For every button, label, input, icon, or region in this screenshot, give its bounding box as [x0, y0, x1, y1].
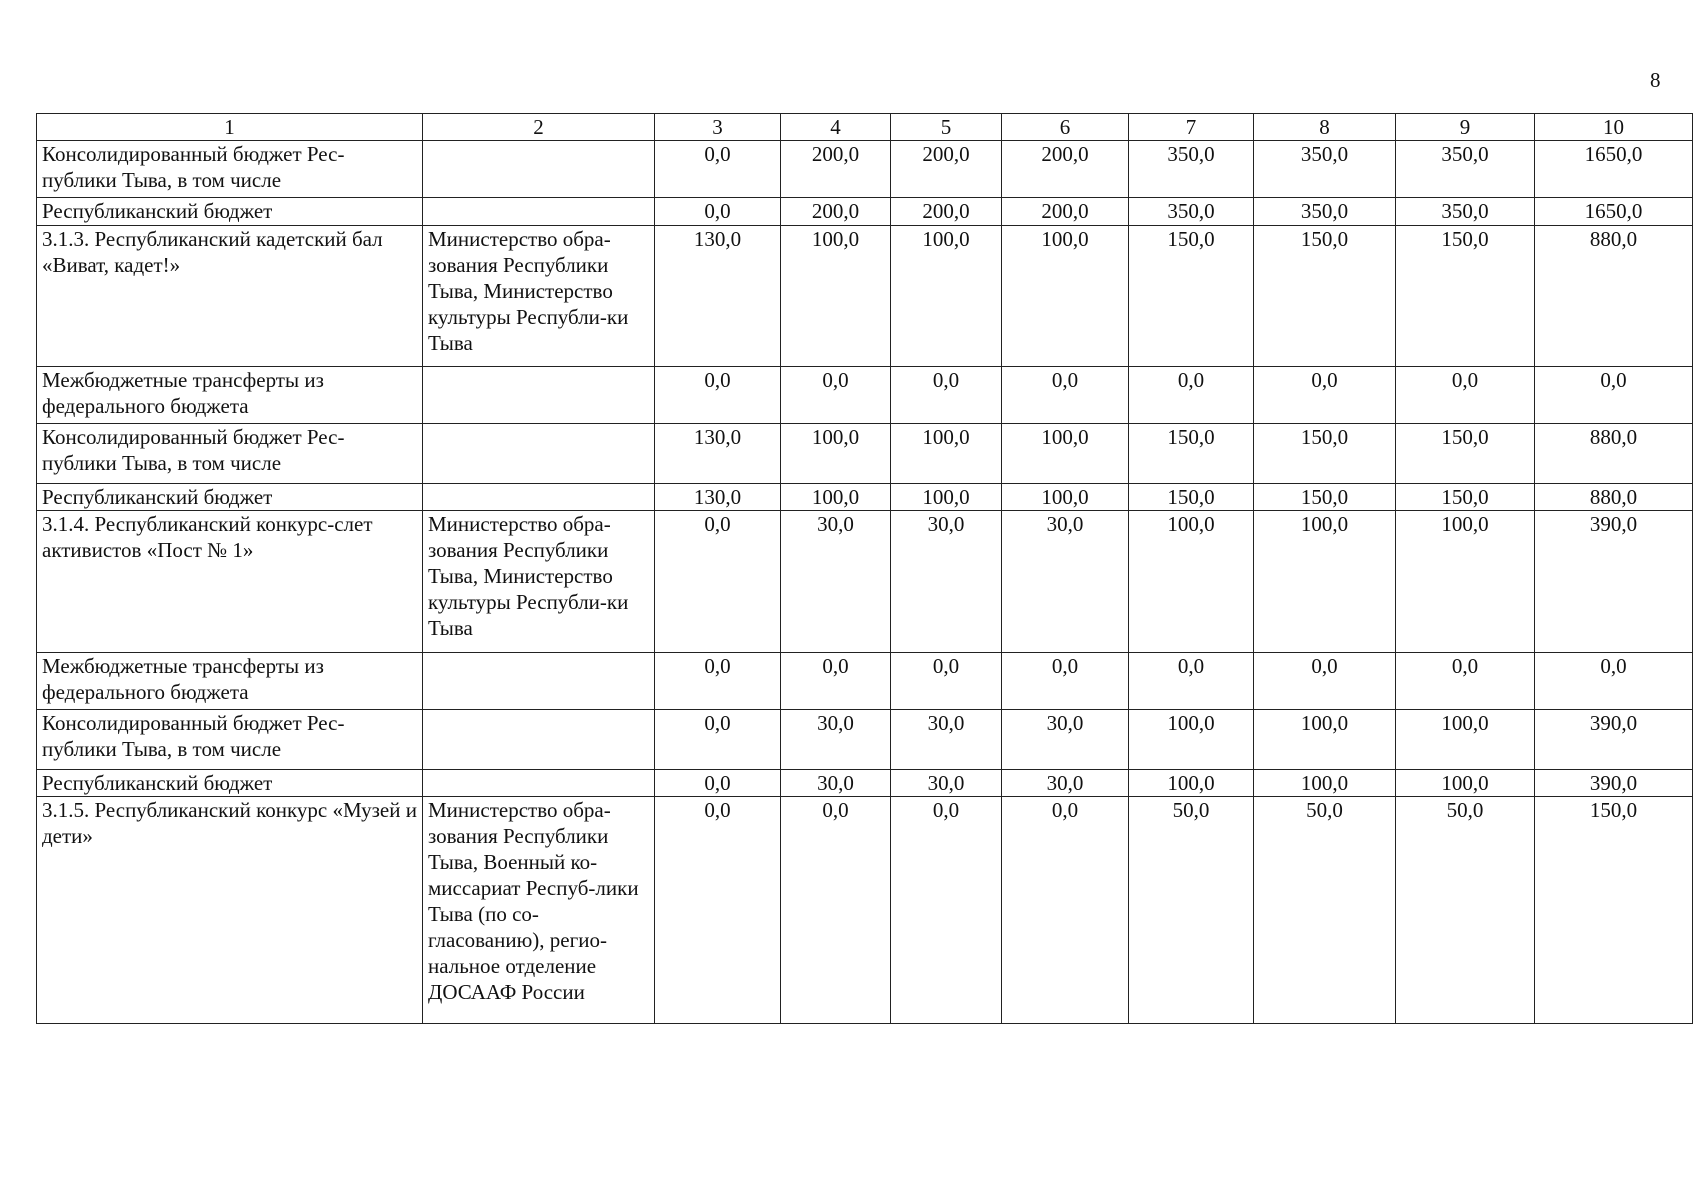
value-cell: 1650,0 [1535, 141, 1693, 198]
value-cell: 100,0 [1129, 770, 1254, 797]
table-row [37, 484, 1693, 511]
row-name: Межбюджетные трансферты из федерального бюджета [37, 653, 423, 710]
value-cell: 0,0 [655, 797, 781, 1024]
table-row [37, 511, 1693, 653]
row-name: Консолидированный бюджет Рес-публики Тыва, в том числе [37, 424, 423, 484]
row-organization [423, 141, 655, 198]
header-row [37, 114, 1693, 141]
value-cell: 150,0 [1254, 424, 1396, 484]
value-cell: 1650,0 [1535, 198, 1693, 226]
value-cell: 200,0 [891, 198, 1002, 226]
value-cell: 350,0 [1129, 141, 1254, 198]
value-cell: 0,0 [1254, 653, 1396, 710]
value-cell: 0,0 [655, 511, 781, 653]
value-cell: 0,0 [1129, 367, 1254, 424]
value-cell: 390,0 [1535, 770, 1693, 797]
table-row [37, 797, 1693, 1024]
value-cell: 0,0 [1396, 367, 1535, 424]
value-cell: 50,0 [1396, 797, 1535, 1024]
value-cell: 100,0 [891, 484, 1002, 511]
value-cell: 0,0 [655, 770, 781, 797]
column-header: 9 [1396, 114, 1535, 141]
row-organization [423, 367, 655, 424]
value-cell: 0,0 [655, 710, 781, 770]
row-name: Республиканский бюджет [37, 770, 423, 797]
value-cell: 350,0 [1129, 198, 1254, 226]
table-row [37, 141, 1693, 198]
value-cell: 200,0 [1002, 141, 1129, 198]
value-cell: 100,0 [1129, 710, 1254, 770]
value-cell: 0,0 [1002, 797, 1129, 1024]
row-organization: Министерство обра-зования Республики Тыва, Министерство культуры Республи-ки Тыва [423, 511, 655, 653]
column-header: 6 [1002, 114, 1129, 141]
row-name: Консолидированный бюджет Рес-публики Тыва, в том числе [37, 710, 423, 770]
column-header: 4 [781, 114, 891, 141]
row-name: Консолидированный бюджет Рес-публики Тыва, в том числе [37, 141, 423, 198]
row-name: 3.1.5. Республиканский конкурс «Музей и дети» [37, 797, 423, 1024]
value-cell: 150,0 [1396, 484, 1535, 511]
row-organization [423, 653, 655, 710]
value-cell: 350,0 [1254, 141, 1396, 198]
value-cell: 0,0 [891, 797, 1002, 1024]
value-cell: 0,0 [781, 797, 891, 1024]
value-cell: 0,0 [1002, 653, 1129, 710]
table-row [37, 226, 1693, 367]
value-cell: 0,0 [1535, 367, 1693, 424]
value-cell: 100,0 [891, 424, 1002, 484]
value-cell: 100,0 [891, 226, 1002, 367]
row-organization [423, 424, 655, 484]
row-organization [423, 710, 655, 770]
column-header: 1 [37, 114, 423, 141]
value-cell: 50,0 [1254, 797, 1396, 1024]
value-cell: 350,0 [1254, 198, 1396, 226]
row-name: Межбюджетные трансферты из федерального бюджета [37, 367, 423, 424]
row-name: 3.1.3. Республиканский кадетский бал «Виват, кадет!» [37, 226, 423, 367]
value-cell: 350,0 [1396, 198, 1535, 226]
value-cell: 0,0 [1002, 367, 1129, 424]
value-cell: 390,0 [1535, 710, 1693, 770]
row-name: Республиканский бюджет [37, 484, 423, 511]
value-cell: 350,0 [1396, 141, 1535, 198]
budget-table [36, 113, 1693, 1024]
value-cell: 200,0 [781, 141, 891, 198]
value-cell: 100,0 [1254, 770, 1396, 797]
value-cell: 0,0 [781, 653, 891, 710]
column-header: 3 [655, 114, 781, 141]
value-cell: 30,0 [781, 511, 891, 653]
row-name: 3.1.4. Республиканский конкурс-слет активистов «Пост № 1» [37, 511, 423, 653]
value-cell: 30,0 [1002, 770, 1129, 797]
row-organization [423, 484, 655, 511]
value-cell: 100,0 [781, 226, 891, 367]
value-cell: 880,0 [1535, 484, 1693, 511]
value-cell: 100,0 [781, 484, 891, 511]
value-cell: 0,0 [891, 367, 1002, 424]
value-cell: 150,0 [1129, 484, 1254, 511]
value-cell: 100,0 [781, 424, 891, 484]
value-cell: 30,0 [891, 710, 1002, 770]
value-cell: 200,0 [1002, 198, 1129, 226]
value-cell: 880,0 [1535, 226, 1693, 367]
value-cell: 200,0 [781, 198, 891, 226]
value-cell: 150,0 [1535, 797, 1693, 1024]
value-cell: 50,0 [1129, 797, 1254, 1024]
value-cell: 30,0 [781, 770, 891, 797]
value-cell: 30,0 [891, 511, 1002, 653]
table-row [37, 770, 1693, 797]
value-cell: 100,0 [1129, 511, 1254, 653]
value-cell: 100,0 [1254, 710, 1396, 770]
value-cell: 0,0 [1254, 367, 1396, 424]
column-header: 2 [423, 114, 655, 141]
table-row [37, 367, 1693, 424]
value-cell: 0,0 [891, 653, 1002, 710]
value-cell: 100,0 [1002, 424, 1129, 484]
value-cell: 150,0 [1129, 226, 1254, 367]
value-cell: 0,0 [655, 367, 781, 424]
table-row [37, 424, 1693, 484]
column-header: 10 [1535, 114, 1693, 141]
value-cell: 0,0 [655, 198, 781, 226]
value-cell: 150,0 [1254, 226, 1396, 367]
value-cell: 200,0 [891, 141, 1002, 198]
value-cell: 150,0 [1396, 226, 1535, 367]
value-cell: 30,0 [891, 770, 1002, 797]
value-cell: 30,0 [1002, 511, 1129, 653]
value-cell: 0,0 [655, 653, 781, 710]
value-cell: 130,0 [655, 226, 781, 367]
page-number: 8 [1650, 68, 1661, 92]
value-cell: 100,0 [1396, 511, 1535, 653]
row-organization: Министерство обра-зования Республики Тыва, Министерство культуры Республи-ки Тыва [423, 226, 655, 367]
value-cell: 130,0 [655, 424, 781, 484]
value-cell: 0,0 [1396, 653, 1535, 710]
value-cell: 150,0 [1254, 484, 1396, 511]
value-cell: 30,0 [1002, 710, 1129, 770]
value-cell: 30,0 [781, 710, 891, 770]
table-row [37, 710, 1693, 770]
value-cell: 150,0 [1396, 424, 1535, 484]
value-cell: 100,0 [1002, 226, 1129, 367]
value-cell: 100,0 [1254, 511, 1396, 653]
column-header: 5 [891, 114, 1002, 141]
value-cell: 130,0 [655, 484, 781, 511]
value-cell: 390,0 [1535, 511, 1693, 653]
value-cell: 0,0 [1535, 653, 1693, 710]
row-organization [423, 198, 655, 226]
value-cell: 880,0 [1535, 424, 1693, 484]
row-organization: Министерство обра-зования Республики Тыва, Военный ко-миссариат Респуб-лики Тыва (по со-гласованию), регио-нальное отделение ДОСААФ России [423, 797, 655, 1024]
row-organization [423, 770, 655, 797]
column-header: 8 [1254, 114, 1396, 141]
value-cell: 100,0 [1396, 710, 1535, 770]
row-name: Республиканский бюджет [37, 198, 423, 226]
value-cell: 100,0 [1396, 770, 1535, 797]
table-row [37, 653, 1693, 710]
value-cell: 0,0 [1129, 653, 1254, 710]
column-header: 7 [1129, 114, 1254, 141]
value-cell: 0,0 [781, 367, 891, 424]
value-cell: 150,0 [1129, 424, 1254, 484]
table-row [37, 198, 1693, 226]
value-cell: 100,0 [1002, 484, 1129, 511]
value-cell: 0,0 [655, 141, 781, 198]
